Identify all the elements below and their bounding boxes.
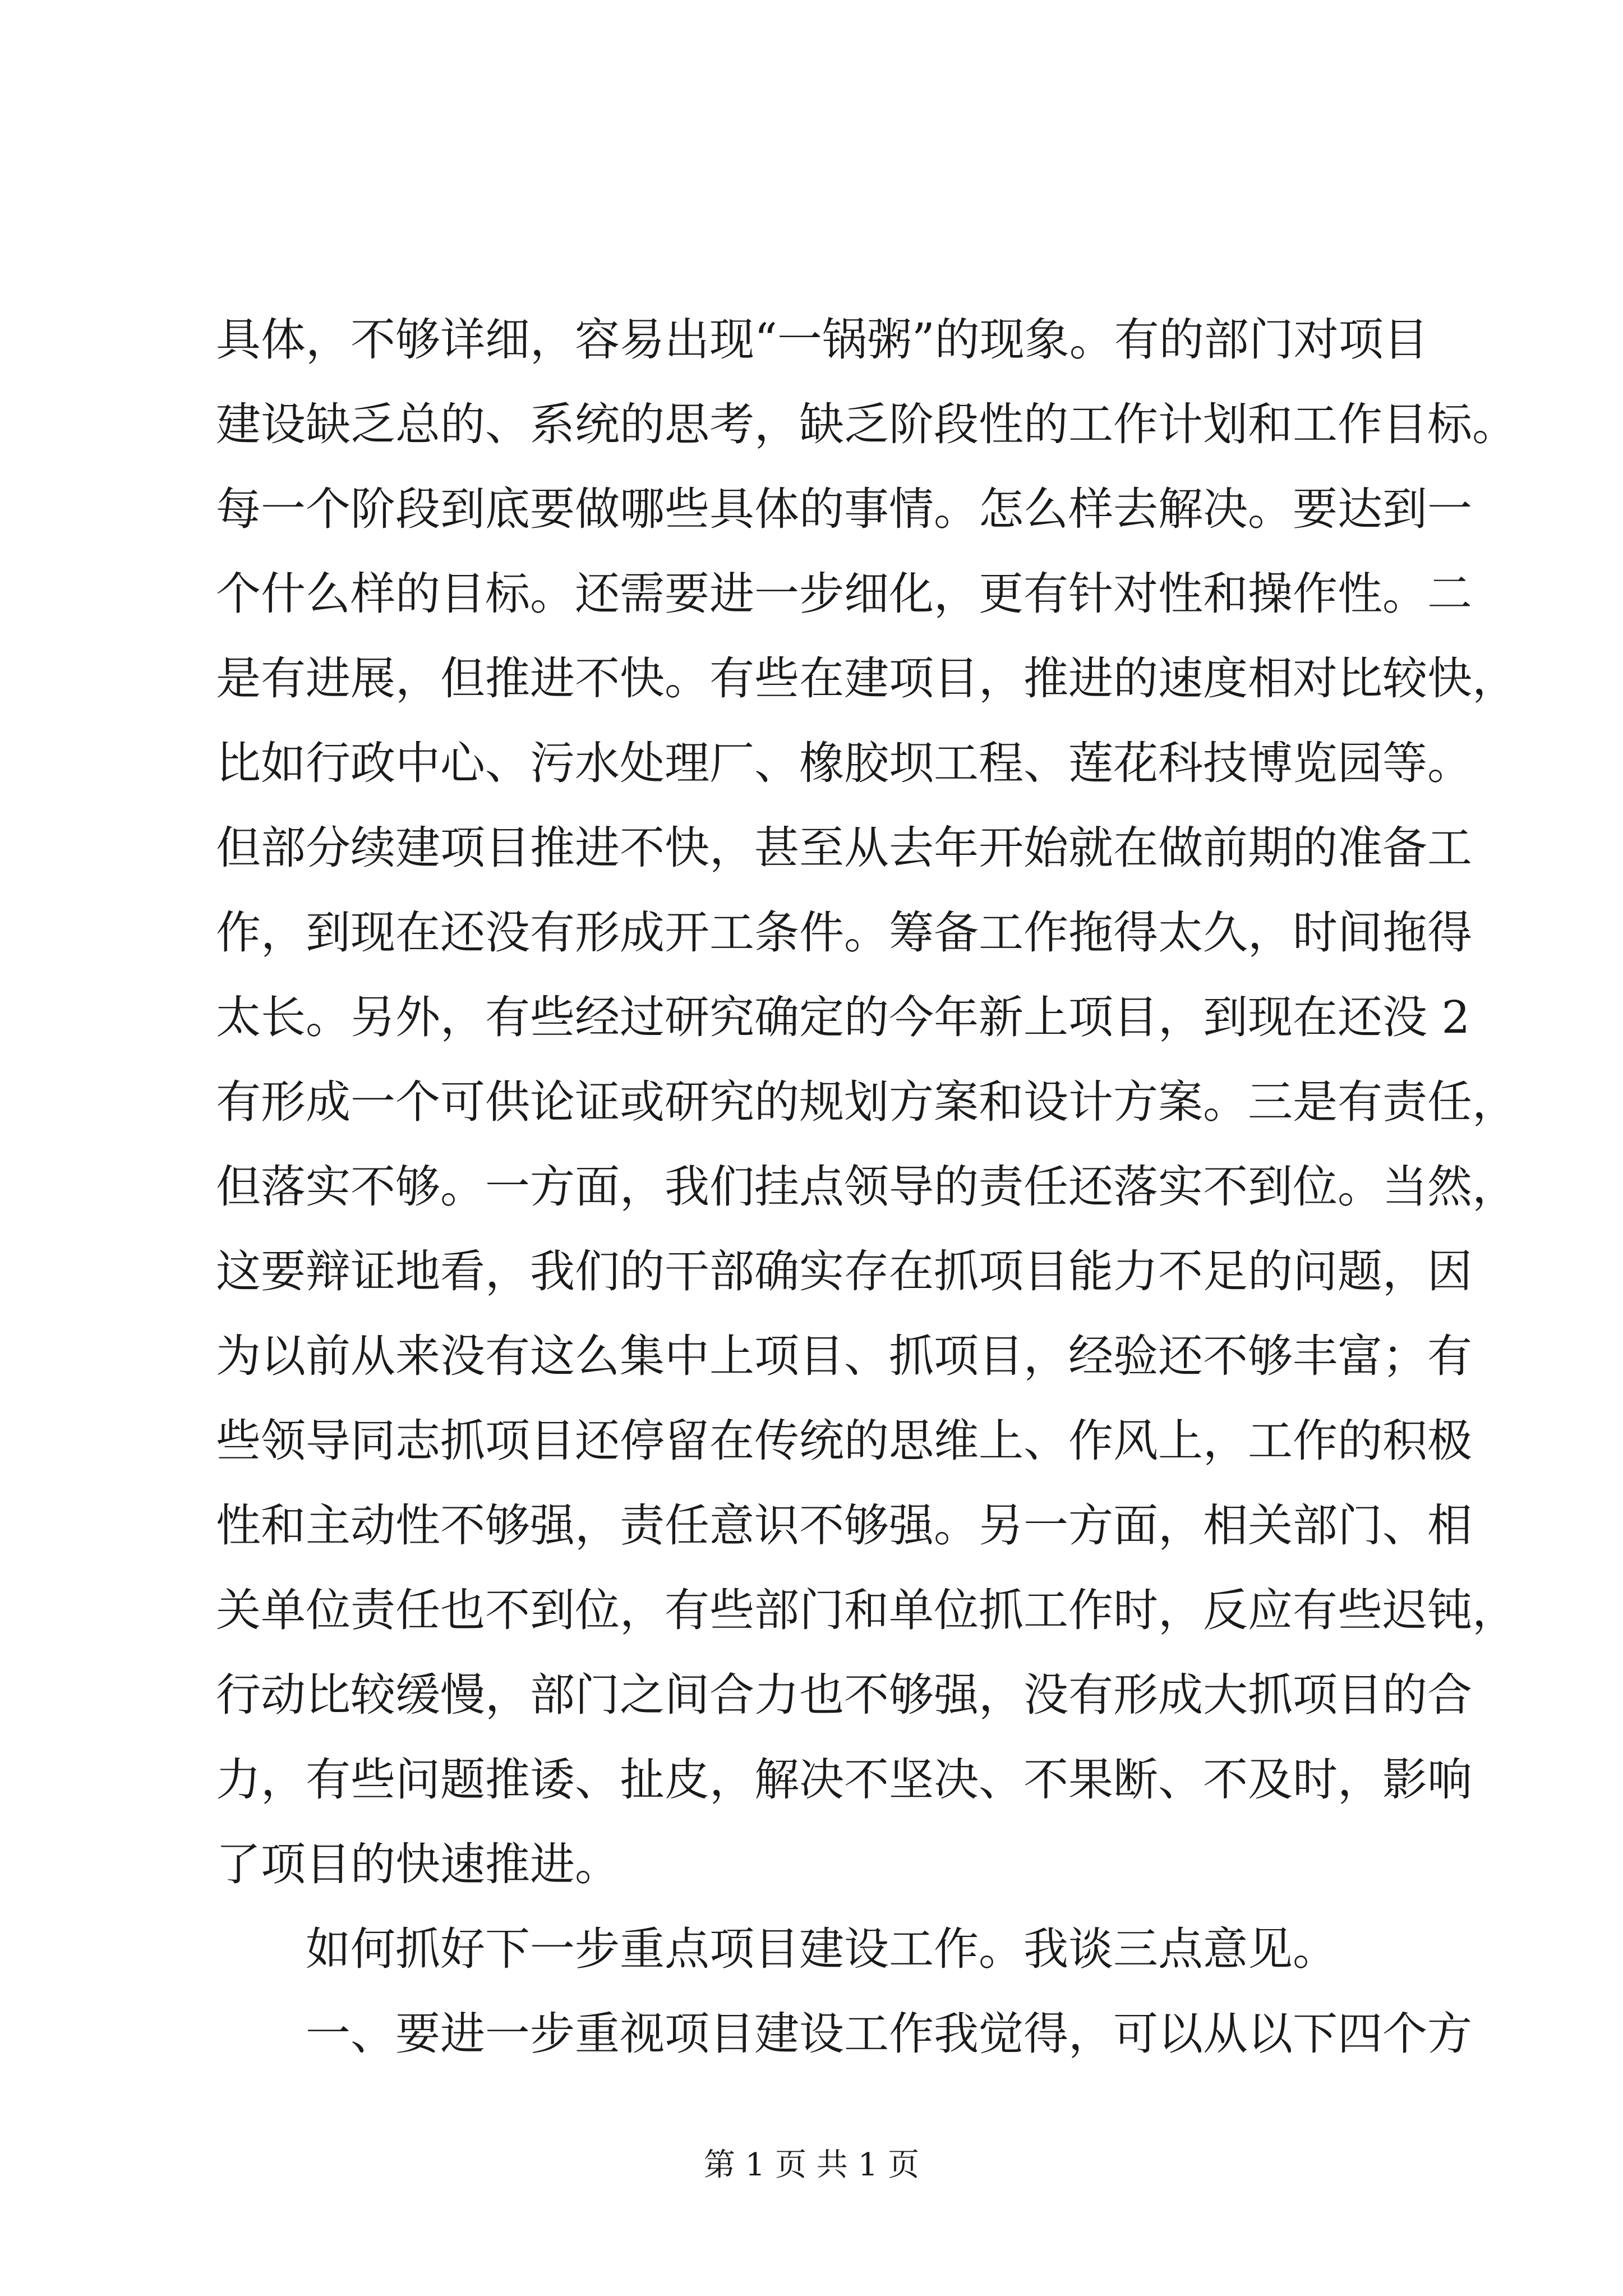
page-footer: 第 1 页 共 1 页 — [703, 2147, 920, 2183]
text-line: 是有进展，但推进不快。有些在建项目，推进的速度相对比较快， — [216, 652, 1517, 705]
text-line: 作，到现在还没有形成开工条件。筹备工作拖得太久，时间拖得 — [216, 907, 1472, 959]
text-line: 但部分续建项目推进不快，甚至从去年开始就在做前期的准备工 — [216, 822, 1472, 874]
text-line: 比如行政中心、污水处理厂、橡胶坝工程、莲花科技博览园等。 — [216, 737, 1472, 789]
text-line: 个什么样的目标。还需要进一步细化，更有针对性和操作性。二 — [216, 568, 1472, 620]
text-line: 具体，不够详细，容易出现“一锅粥”的现象。有的部门对项目 — [216, 314, 1428, 366]
text-line: 力，有些问题推诿、扯皮，解决不坚决、不果断、不及时，影响 — [216, 1754, 1472, 1806]
text-line: 为以前从来没有这么集中上项目、抓项目，经验还不够丰富；有 — [216, 1330, 1472, 1382]
body-text — [216, 297, 1517, 2076]
text-line: 性和主动性不够强，责任意识不够强。另一方面，相关部门、相 — [216, 1499, 1472, 1552]
text-line: 但落实不够。一方面，我们挂点领导的责任还落实不到位。当然， — [216, 1161, 1517, 1213]
text-line: 了项目的快速推进。 — [216, 1838, 620, 1890]
text-line: 建设缺乏总的、系统的思考，缺乏阶段性的工作计划和工作目标。 — [216, 398, 1517, 450]
text-line: 有形成一个可供论证或研究的规划方案和设计方案。三是有责任， — [216, 1076, 1517, 1128]
paragraph-line: 如何抓好下一步重点项目建设工作。我谈三点意见。 — [306, 1923, 1338, 1975]
text-line: 行动比较缓慢，部门之间合力也不够强，没有形成大抓项目的合 — [216, 1669, 1472, 1721]
text-line: 太长。另外，有些经过研究确定的今年新上项目，到现在还没 2 — [216, 991, 1470, 1043]
text-line: 关单位责任也不到位，有些部门和单位抓工作时，反应有些迟钝， — [216, 1584, 1517, 1636]
text-line: 这要辩证地看，我们的干部确实存在抓项目能力不足的问题，因 — [216, 1245, 1472, 1297]
text-line: 每一个阶段到底要做哪些具体的事情。怎么样去解决。要达到一 — [216, 483, 1472, 535]
paragraph-line: 一、要进一步重视项目建设工作我觉得，可以从以下四个方 — [306, 2008, 1472, 2060]
text-line: 些领导同志抓项目还停留在传统的思维上、作风上，工作的积极 — [216, 1415, 1472, 1467]
